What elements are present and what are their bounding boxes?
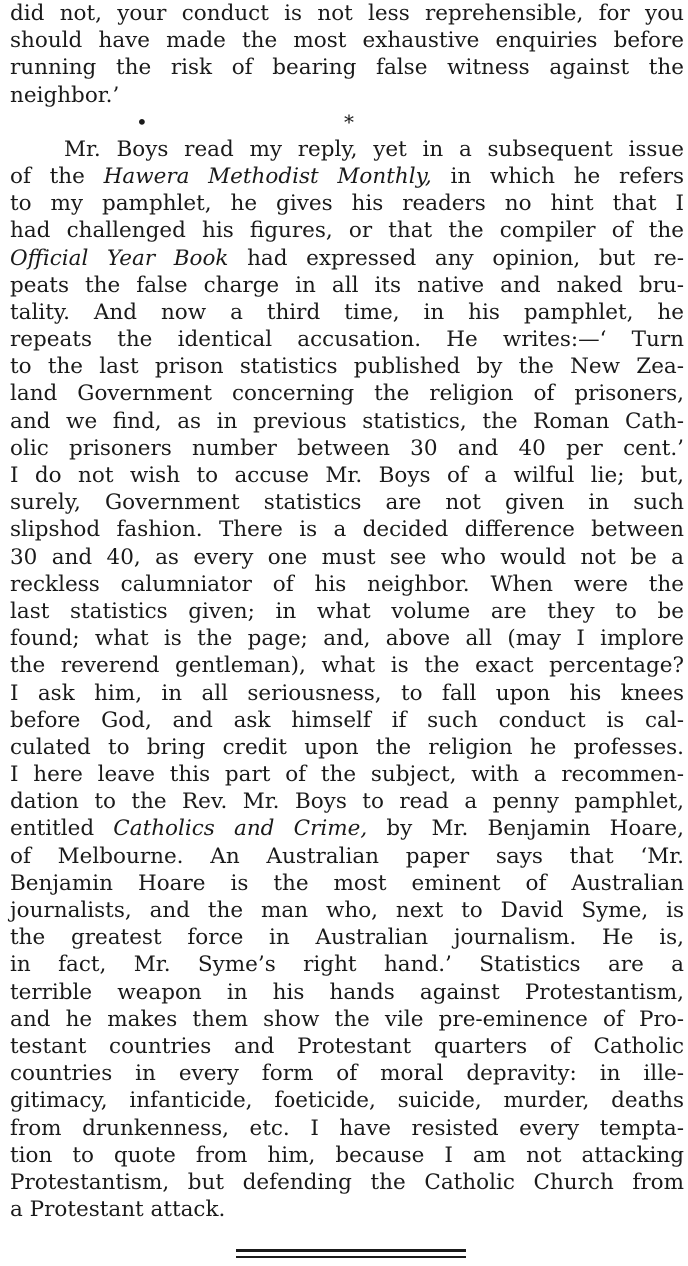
- line-text: Mr. Boys read my reply, yet in a subsequent issue: [64, 136, 684, 162]
- text-line: [10, 217, 684, 244]
- text-line: [10, 462, 684, 489]
- line-text: I ask him, in all seriousness, to fall upon his knees: [10, 680, 684, 706]
- line-text: Protestantism, but defending the Catholic Church from: [10, 1169, 684, 1195]
- text-line: [10, 761, 684, 788]
- line-text: repeats the identical accusation. He writes:—‘ Turn: [10, 327, 684, 353]
- line-text: entitled: [10, 816, 114, 842]
- text-line: [10, 544, 684, 571]
- text-line: [10, 788, 684, 815]
- line-text: of Melbourne. An Australian paper says that ‘Mr.: [10, 843, 684, 869]
- line-text: tality. And now a third time, in his pamphlet, he: [10, 299, 684, 325]
- text-line: [10, 979, 684, 1006]
- text-line: [10, 1033, 684, 1060]
- text-line: [10, 870, 684, 897]
- text-line: [10, 435, 684, 462]
- text-line: [10, 190, 684, 217]
- text-line: [10, 707, 684, 734]
- text-line: [10, 951, 684, 978]
- text-line: [10, 1087, 684, 1114]
- line-text: from drunkenness, etc. I have resisted every tempta-: [10, 1115, 684, 1141]
- text-line: [10, 245, 684, 272]
- text-line: [10, 1142, 684, 1169]
- text-line: [10, 571, 684, 598]
- text-line: [10, 598, 684, 625]
- text-line: [10, 652, 684, 679]
- italic-title: Official Year Book: [10, 245, 229, 271]
- line-text: I here leave this part of the subject, with a recommen-: [10, 762, 684, 788]
- line-text: culated to bring credit upon the religion he professes.: [10, 734, 684, 760]
- line-text: in fact, Mr. Syme’s right hand.’ Statistics are a: [10, 952, 684, 978]
- line-text: tion to quote from him, because I am not attacking: [10, 1142, 684, 1168]
- line-text: gitimacy, infanticide, foeticide, suicide, murder, deaths: [10, 1088, 684, 1114]
- line-text: peats the false charge in all its native and naked bru-: [10, 272, 684, 298]
- line-text: testant countries and Protestant quarters of Catholic: [10, 1033, 684, 1059]
- text-line: [10, 815, 684, 842]
- line-text: reckless calumniator of his neighbor. When were the: [10, 571, 684, 597]
- line-text: had expressed any opinion, but re-: [228, 245, 684, 271]
- line-text: last statistics given; in what volume are they to be: [10, 598, 684, 624]
- text-line: neighbor.’: [10, 82, 120, 108]
- italic-title: Catholics and Crime,: [113, 816, 368, 842]
- line-text: to the last prison statistics published by the New Zea-: [10, 354, 684, 380]
- text-line: [10, 1169, 684, 1196]
- text-line: [10, 1006, 684, 1033]
- line-text: a Protestant attack.: [10, 1197, 226, 1223]
- line-text: slipshod fashion. There is a decided difference between: [10, 517, 684, 543]
- separator-asterisk: *: [344, 109, 354, 134]
- text-line: [10, 326, 684, 353]
- text-line: [10, 272, 684, 299]
- text-line: [10, 680, 684, 707]
- line-text: before God, and ask himself if such conduct is cal-: [10, 707, 684, 733]
- opening-paragraph: [10, 0, 684, 109]
- line-text: Benjamin Hoare is the most eminent of Australian: [10, 870, 684, 896]
- text-line: should have made the most exhaustive enquiries before: [10, 28, 684, 54]
- line-text: and we find, as in previous statistics, the Roman Cath-: [10, 408, 684, 434]
- line-text: in which he refers: [431, 163, 685, 189]
- text-line: [10, 843, 684, 870]
- text-line: [10, 136, 684, 163]
- line-text: and he makes them show the vile pre-eminence of Pro-: [10, 1006, 684, 1032]
- text-line: [10, 380, 684, 407]
- line-text: of the: [10, 163, 104, 189]
- end-rule-thin: [236, 1256, 466, 1258]
- line-text: dation to the Rev. Mr. Boys to read a penny pamphlet,: [10, 789, 684, 815]
- text-line: [10, 1196, 684, 1223]
- text-line: [10, 489, 684, 516]
- line-text: I do not wish to accuse Mr. Boys of a wilful lie; but,: [10, 463, 684, 488]
- section-separator: [10, 109, 684, 136]
- line-text: found; what is the page; and, above all (may I implore: [10, 626, 684, 652]
- italic-title: Hawera Methodist Monthly,: [103, 163, 432, 189]
- separator-dot: •: [136, 109, 148, 134]
- line-text: had challenged his figures, or that the compiler of the: [10, 218, 684, 244]
- text-line: [10, 353, 684, 380]
- line-text: to my pamphlet, he gives his readers no hint that I: [10, 191, 684, 217]
- main-paragraph: [10, 136, 684, 1224]
- line-text: by Mr. Benjamin Hoare,: [367, 816, 684, 842]
- text-line: [10, 299, 684, 326]
- text-line: did not, your conduct is not less reprehensible, for you: [10, 1, 684, 26]
- text-line: [10, 625, 684, 652]
- text-line: [10, 734, 684, 761]
- text-line: running the risk of bearing false witness against the: [10, 55, 684, 81]
- text-line: [10, 516, 684, 543]
- line-text: 30 and 40, as every one must see who would not be a: [10, 544, 684, 570]
- line-text: the greatest force in Australian journalism. He is,: [10, 925, 684, 951]
- text-line: [10, 1115, 684, 1142]
- text-line: [10, 408, 684, 435]
- document-page: [10, 0, 684, 1223]
- text-line: [10, 163, 684, 190]
- line-text: journalists, and the man who, next to David Syme, is: [10, 898, 684, 923]
- text-line: [10, 1060, 684, 1087]
- line-text: surely, Government statistics are not given in such: [10, 490, 684, 516]
- line-text: terrible weapon in his hands against Protestantism,: [10, 979, 684, 1005]
- text-line: [10, 897, 684, 924]
- line-text: countries in every form of moral depravity: in ille-: [10, 1061, 684, 1087]
- line-text: land Government concerning the religion of prisoners,: [10, 381, 684, 407]
- text-line: [10, 924, 684, 951]
- line-text: olic prisoners number between 30 and 40 per cent.’: [10, 435, 684, 461]
- line-text: the reverend gentleman), what is the exact percentage?: [10, 653, 684, 679]
- end-rule-thick: [236, 1249, 466, 1252]
